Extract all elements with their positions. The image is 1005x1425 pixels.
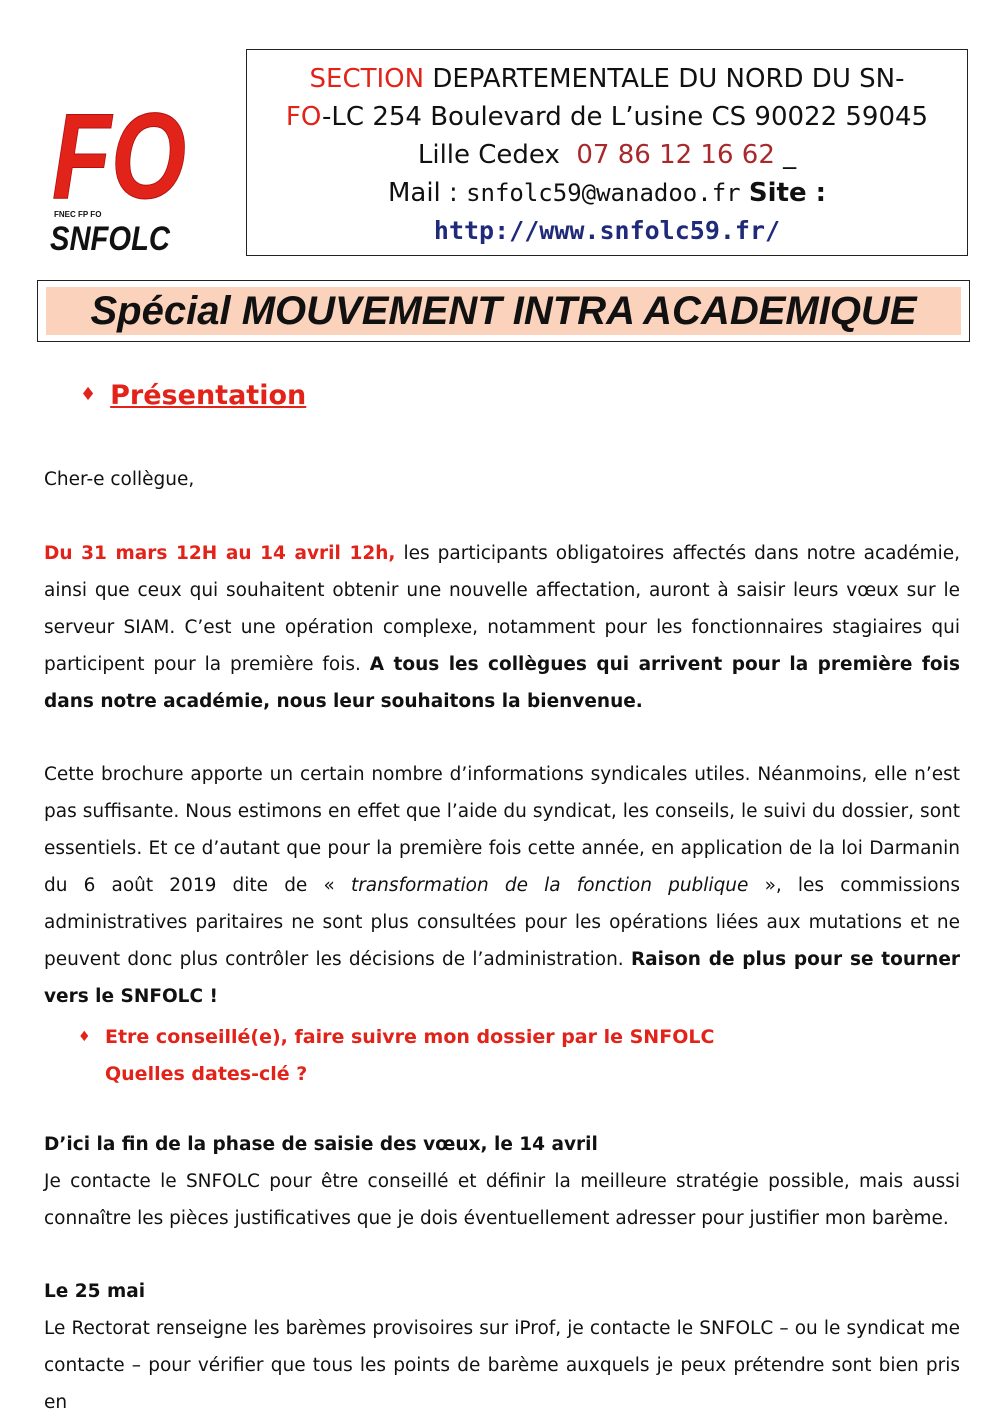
intro-welcome: A tous les collègues qui arrivent pour la première fois dans notre académie, nous leur souhaitons la bienvenue.: [44, 654, 960, 712]
brochure-paragraph: [44, 756, 960, 1015]
intro-paragraph: [44, 535, 960, 720]
contact-section-word: SECTION: [309, 64, 425, 94]
contact-line-3-tail: _: [783, 140, 797, 170]
conseil-heading: [78, 1019, 714, 1093]
contact-fo-word: FO: [285, 102, 323, 132]
brochure-text-a: Cette brochure apporte un certain nombre d’informations syndicales utiles. Néanmoins, elle n’est pas suffisante. Nous estimons en effet que l’aide du syndicat, les conseils, le suivi du dossier, sont essentiels. Et ce d’autant que pour la première fois cette année, en application de la loi Darmanin du 6 août 2019 dite de «: [44, 764, 960, 896]
logo-fo-text: FO: [52, 88, 186, 224]
contact-phone[interactable]: 07 86 12 16 62: [576, 140, 775, 170]
intro-text: les participants obligatoires affectés dans notre académie, ainsi que ceux qui souhaitent obtenir une nouvelle affectation, auront à saisir leurs vœux sur le serveur SIAM. C’est une opération complexe, notamment pour les fonctionnaires stagiaires qui participent pour la première fois.: [44, 543, 960, 675]
contact-line-5: [247, 212, 967, 250]
title-banner: [37, 280, 970, 342]
title-banner-text: Spécial MOUVEMENT INTRA ACADEMIQUE: [46, 287, 961, 335]
conseil-heading-text: Etre conseillé(e), faire suivre mon dossier par le SNFOLC: [105, 1026, 715, 1048]
contact-box: [246, 49, 968, 256]
site-label: Site :: [748, 178, 827, 208]
contact-line-1: [247, 60, 967, 98]
contact-line-1-rest: DEPARTEMENTALE DU NORD DU SN-: [432, 64, 905, 94]
diamond-bullet-icon: ♦: [80, 384, 97, 405]
contact-address: -LC 254 Boulevard de L’usine CS 90022 59045: [322, 102, 929, 132]
step-2-text: Le Rectorat renseigne les barèmes provisoires sur iProf, je contacte le SNFOLC – ou le syndicat me contacte – pour vérifier que tous les points de barème auxquels je peux prétendre sont bien pris en: [44, 1318, 960, 1413]
brochure-law-title: transformation de la fonction publique: [350, 875, 749, 896]
salutation: Cher-e collègue,: [44, 469, 195, 490]
contact-city: Lille Cedex: [417, 140, 560, 170]
brochure-text-b: », les commissions administratives paritaires ne sont plus consultées pour les opérations liées aux mutations et ne peuvent donc plus contrôler les décisions de l’administration.: [44, 875, 960, 970]
brochure-callout: Raison de plus pour se tourner vers le SNFOLC !: [44, 949, 960, 1007]
mail-label: Mail :: [387, 178, 458, 208]
step-2-heading: Le 25 mai: [44, 1281, 146, 1302]
logo-small-text: FNEC FP FO: [54, 210, 102, 219]
conseil-heading-line-2: Quelles dates-clé ?: [105, 1063, 308, 1085]
contact-email-link[interactable]: snfolc59@wanadoo.fr: [466, 179, 741, 207]
conseil-heading-line-1: [78, 1019, 714, 1056]
contact-website-link[interactable]: http://www.snfolc59.fr/: [433, 216, 781, 245]
step-1-heading: D’ici la fin de la phase de saisie des vœux, le 14 avril: [44, 1134, 598, 1155]
contact-line-2: [247, 98, 967, 136]
contact-line-3: [247, 136, 967, 174]
contact-line-4: [247, 174, 967, 212]
diamond-bullet-icon: ♦: [78, 1029, 91, 1045]
intro-dates: Du 31 mars 12H au 14 avril 12h,: [44, 543, 396, 564]
presentation-heading-label: Présentation: [110, 380, 307, 411]
logo-snfolc-text: SNFOLC: [50, 220, 171, 257]
presentation-heading: [80, 380, 306, 411]
step-1-text: Je contacte le SNFOLC pour être conseillé et définir la meilleure stratégie possible, mais aussi connaître les pièces justificatives que je dois éventuellement adresser pour justifier mon barème.: [44, 1171, 960, 1229]
snfolc-logo: [48, 82, 188, 257]
